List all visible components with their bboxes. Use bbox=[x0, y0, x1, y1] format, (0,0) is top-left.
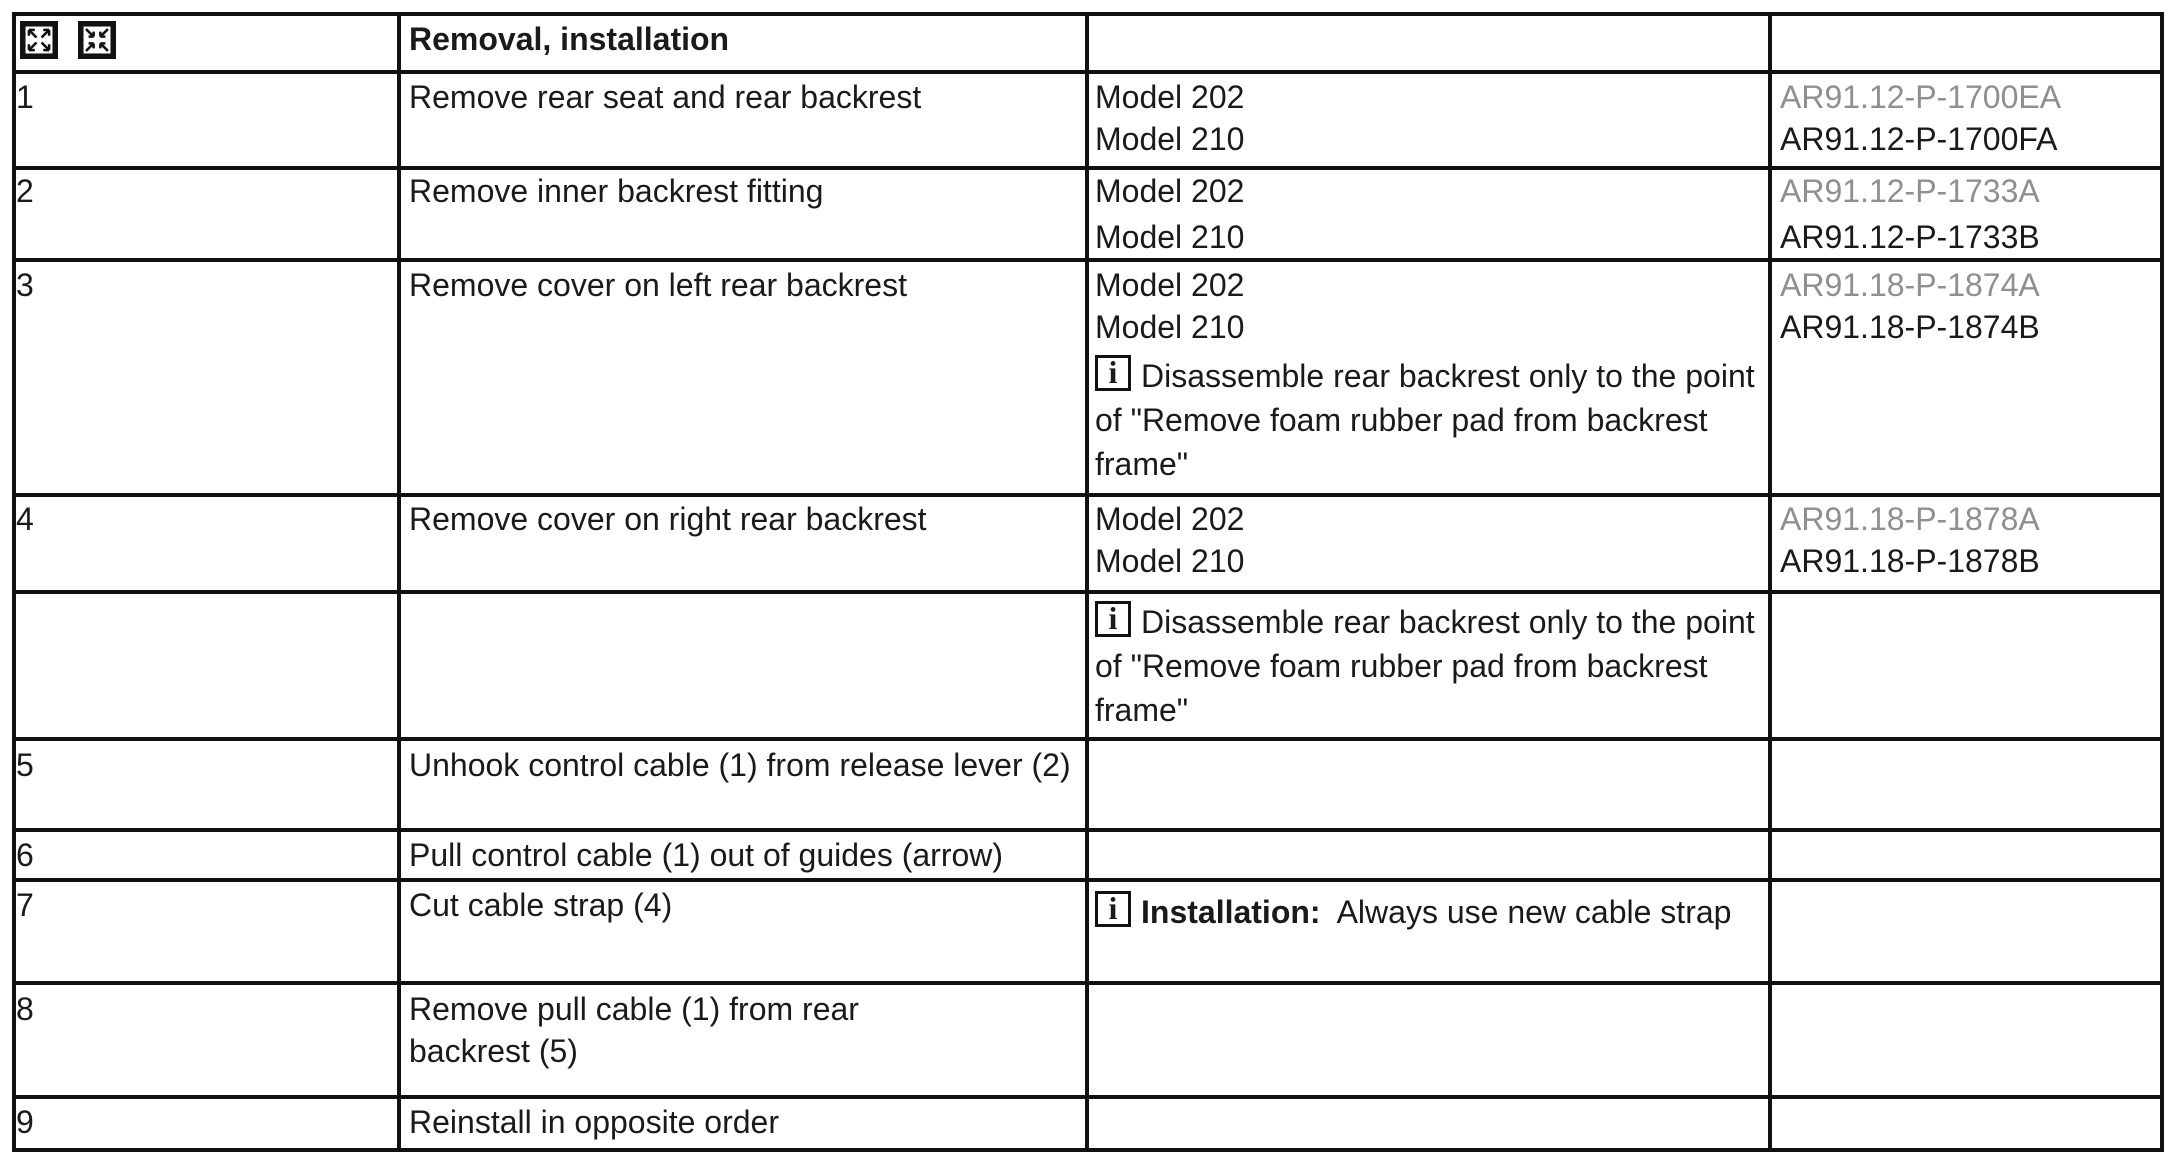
step-action: Remove inner backrest fitting bbox=[409, 173, 824, 209]
info-note bbox=[1095, 354, 1765, 486]
step-action: Reinstall in opposite order bbox=[409, 1104, 779, 1140]
model-label: Model 210 bbox=[1095, 219, 1245, 255]
reference-link[interactable]: AR91.18-P-1874B bbox=[1780, 309, 2040, 345]
model-list bbox=[1095, 76, 1244, 160]
step-number: 6 bbox=[16, 837, 34, 873]
reference-link[interactable]: AR91.18-P-1878A bbox=[1780, 501, 2040, 537]
model-list bbox=[1095, 170, 1244, 258]
reference-link[interactable]: AR91.12-P-1700EA bbox=[1780, 79, 2062, 115]
model-label: Model 202 bbox=[1095, 173, 1245, 209]
info-note bbox=[1095, 600, 1765, 732]
reference-link[interactable]: AR91.12-P-1700FA bbox=[1780, 121, 2058, 157]
reference-list bbox=[1780, 76, 2061, 160]
info-note-text: Disassemble rear backrest only to the point of "Remove foam rubber pad from backrest frame" bbox=[1095, 358, 1755, 482]
step-number: 3 bbox=[16, 267, 34, 303]
step-number: 5 bbox=[16, 747, 34, 783]
step-action: Remove cover on right rear backrest bbox=[409, 501, 927, 537]
step-action: Remove pull cable (1) from rear backrest (5) bbox=[409, 991, 859, 1069]
expand-all-icon[interactable] bbox=[20, 21, 58, 59]
model-label: Model 210 bbox=[1095, 543, 1245, 579]
model-list bbox=[1095, 264, 1765, 486]
info-note-label: Installation: bbox=[1141, 894, 1321, 930]
collapse-all-icon[interactable] bbox=[78, 21, 116, 59]
model-label: Model 210 bbox=[1095, 309, 1245, 345]
info-note-text: Disassemble rear backrest only to the point of "Remove foam rubber pad from backrest frame" bbox=[1095, 604, 1755, 728]
column-divider bbox=[2160, 12, 2164, 1152]
info-note-text: Always use new cable strap bbox=[1336, 894, 1732, 930]
info-note bbox=[1095, 890, 1735, 934]
column-divider bbox=[397, 12, 401, 1152]
info-icon: i bbox=[1095, 891, 1131, 927]
step-action: Remove cover on left rear backrest bbox=[409, 267, 907, 303]
reference-link[interactable]: AR91.18-P-1878B bbox=[1780, 543, 2040, 579]
column-divider bbox=[1085, 12, 1089, 1152]
step-action: Remove rear seat and rear backrest bbox=[409, 79, 922, 115]
table-title: Removal, installation bbox=[409, 21, 730, 57]
reference-list bbox=[1780, 170, 2040, 258]
model-label: Model 202 bbox=[1095, 79, 1245, 115]
step-number: 7 bbox=[16, 887, 34, 923]
step-number: 1 bbox=[16, 79, 34, 115]
step-action: Cut cable strap (4) bbox=[409, 887, 673, 923]
step-number: 8 bbox=[16, 991, 34, 1027]
model-list bbox=[1095, 498, 1244, 582]
step-action: Unhook control cable (1) from release lever (2) bbox=[409, 747, 1071, 783]
info-icon: i bbox=[1095, 355, 1131, 391]
step-action: Pull control cable (1) out of guides (arrow) bbox=[409, 837, 1004, 873]
header-icons bbox=[20, 21, 116, 59]
column-divider bbox=[1768, 12, 1772, 1152]
removal-installation-table bbox=[12, 12, 2164, 1152]
reference-link[interactable]: AR91.12-P-1733A bbox=[1780, 173, 2040, 209]
info-icon: i bbox=[1095, 601, 1131, 637]
reference-link[interactable]: AR91.12-P-1733B bbox=[1780, 219, 2040, 255]
reference-list bbox=[1780, 498, 2040, 582]
model-label: Model 210 bbox=[1095, 121, 1245, 157]
reference-list bbox=[1780, 264, 2040, 348]
step-number: 2 bbox=[16, 173, 34, 209]
step-number: 4 bbox=[16, 501, 34, 537]
reference-link[interactable]: AR91.18-P-1874A bbox=[1780, 267, 2040, 303]
model-label: Model 202 bbox=[1095, 501, 1245, 537]
model-label: Model 202 bbox=[1095, 267, 1245, 303]
step-number: 9 bbox=[16, 1104, 34, 1140]
